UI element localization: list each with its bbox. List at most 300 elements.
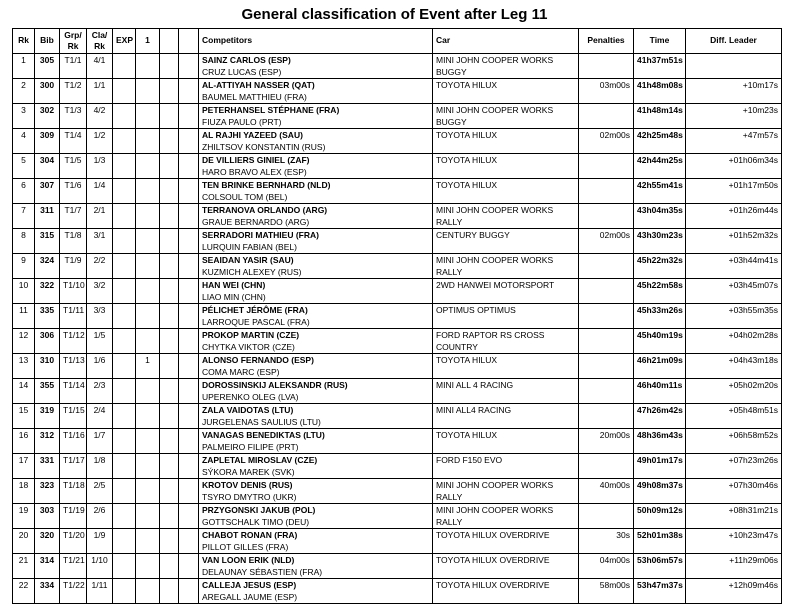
time-cell: 43h30m23s [634, 229, 686, 254]
rank-cell: 4 [13, 129, 35, 154]
group-rank-cell: T1/14 [60, 379, 87, 404]
time-cell: 41h48m14s [634, 104, 686, 129]
col-header-bib: Bib [35, 29, 60, 54]
rank-cell: 6 [13, 179, 35, 204]
diff-leader-cell: +47m57s [686, 129, 782, 154]
table-row [13, 229, 782, 254]
diff-leader-cell: +10h23m47s [686, 529, 782, 554]
col-1-cell [136, 79, 160, 104]
codriver-name: FIUZA PAULO (PRT) [202, 116, 282, 127]
time-cell: 41h37m51s [634, 54, 686, 79]
driver-name: DOROSSINSKIJ ALEKSANDR (RUS) [202, 380, 348, 390]
blank-cell [160, 479, 179, 504]
driver-name: PRZYGONSKI JAKUB (POL) [202, 505, 316, 515]
table-row [13, 529, 782, 554]
diff-leader-cell: +04h02m28s [686, 329, 782, 354]
blank-cell [179, 379, 199, 404]
diff-leader-cell: +10m23s [686, 104, 782, 129]
driver-name: KROTOV DENIS (RUS) [202, 480, 293, 490]
group-rank-cell: T1/4 [60, 129, 87, 154]
car-cell [433, 429, 579, 454]
car-line-1: TOYOTA HILUX OVERDRIVE [436, 530, 550, 540]
penalties-cell [579, 279, 634, 304]
codriver-name: CRUZ LUCAS (ESP) [202, 66, 282, 77]
rank-cell: 12 [13, 329, 35, 354]
table-row [13, 254, 782, 279]
car-line-1: TOYOTA HILUX [436, 155, 498, 165]
time-cell: 53h47m37s [634, 579, 686, 604]
car-line-2: RALLY [436, 516, 463, 527]
penalties-cell: 40m00s [579, 479, 634, 504]
penalties-cell: 58m00s [579, 579, 634, 604]
driver-name: ZAPLETAL MIROSLAV (CZE) [202, 455, 318, 465]
bib-cell: 305 [35, 54, 60, 79]
rank-cell: 16 [13, 429, 35, 454]
time-cell: 42h25m48s [634, 129, 686, 154]
table-row [13, 479, 782, 504]
class-rank-cell: 4/1 [87, 54, 113, 79]
car-line-2: COUNTRY [436, 341, 478, 352]
col-1-cell [136, 154, 160, 179]
diff-leader-cell: +01h06m34s [686, 154, 782, 179]
codriver-name: LARROQUE PASCAL (FRA) [202, 316, 310, 327]
car-line-1: MINI JOHN COOPER WORKS [436, 255, 554, 265]
rank-cell: 13 [13, 354, 35, 379]
blank-cell [179, 254, 199, 279]
bib-cell: 302 [35, 104, 60, 129]
car-line-1: TOYOTA HILUX [436, 130, 498, 140]
exp-cell [113, 154, 136, 179]
blank-cell [179, 429, 199, 454]
blank-cell [160, 354, 179, 379]
penalties-cell: 02m00s [579, 129, 634, 154]
exp-cell [113, 379, 136, 404]
blank-cell [179, 404, 199, 429]
codriver-name: AREGALL JAUME (ESP) [202, 591, 298, 602]
car-cell [433, 154, 579, 179]
competitors-cell [199, 79, 433, 104]
blank-cell [179, 204, 199, 229]
driver-name: PÉLICHET JÉRÔME (FRA) [202, 305, 308, 315]
competitors-cell [199, 554, 433, 579]
group-rank-cell: T1/5 [60, 154, 87, 179]
col-1-cell [136, 279, 160, 304]
col-1-cell [136, 404, 160, 429]
driver-name: ZALA VAIDOTAS (LTU) [202, 405, 294, 415]
class-rank-cell: 1/4 [87, 179, 113, 204]
table-row [13, 429, 782, 454]
penalties-cell [579, 204, 634, 229]
group-rank-cell: T1/21 [60, 554, 87, 579]
diff-leader-cell: +03h55m35s [686, 304, 782, 329]
time-cell: 53h06m57s [634, 554, 686, 579]
rank-cell: 22 [13, 579, 35, 604]
col-1-cell: 1 [136, 354, 160, 379]
penalties-cell: 20m00s [579, 429, 634, 454]
diff-leader-cell: +03h44m41s [686, 254, 782, 279]
col-1-cell [136, 429, 160, 454]
penalties-cell [579, 254, 634, 279]
competitors-cell [199, 329, 433, 354]
competitors-cell [199, 279, 433, 304]
car-cell [433, 254, 579, 279]
driver-name: SEAIDAN YASIR (SAU) [202, 255, 294, 265]
table-row [13, 554, 782, 579]
car-line-1: FORD F150 EVO [436, 455, 503, 465]
bib-cell: 315 [35, 229, 60, 254]
bib-cell: 320 [35, 529, 60, 554]
diff-leader-cell: +04h43m18s [686, 354, 782, 379]
col-header-exp: EXP [113, 29, 136, 54]
diff-leader-cell: +10m17s [686, 79, 782, 104]
bib-cell: 303 [35, 504, 60, 529]
group-rank-cell: T1/6 [60, 179, 87, 204]
col-1-cell [136, 204, 160, 229]
rank-cell: 11 [13, 304, 35, 329]
blank-cell [179, 529, 199, 554]
car-line-2: BUGGY [436, 116, 467, 127]
car-cell [433, 329, 579, 354]
rank-cell: 8 [13, 229, 35, 254]
blank-cell [160, 229, 179, 254]
class-rank-cell: 3/2 [87, 279, 113, 304]
diff-leader-cell: +07h30m46s [686, 479, 782, 504]
car-line-1: TOYOTA HILUX [436, 180, 498, 190]
rank-cell: 19 [13, 504, 35, 529]
competitors-cell [199, 229, 433, 254]
group-rank-cell: T1/17 [60, 454, 87, 479]
car-cell [433, 404, 579, 429]
table-row [13, 279, 782, 304]
penalties-cell [579, 379, 634, 404]
diff-leader-cell: +01h52m32s [686, 229, 782, 254]
exp-cell [113, 79, 136, 104]
group-rank-cell: T1/3 [60, 104, 87, 129]
class-rank-cell: 1/8 [87, 454, 113, 479]
col-1-cell [136, 104, 160, 129]
rank-cell: 14 [13, 379, 35, 404]
blank-cell [179, 179, 199, 204]
diff-leader-cell: +05h02m20s [686, 379, 782, 404]
bib-cell: 307 [35, 179, 60, 204]
class-rank-cell: 1/9 [87, 529, 113, 554]
exp-cell [113, 279, 136, 304]
codriver-name: LIAO MIN (CHN) [202, 291, 266, 302]
car-line-2: RALLY [436, 216, 463, 227]
col-header-grp-rk: Grp/ Rk [60, 29, 87, 54]
competitors-cell [199, 54, 433, 79]
classification-table [12, 28, 782, 604]
car-cell [433, 479, 579, 504]
diff-leader-cell: +05h48m51s [686, 404, 782, 429]
blank-cell [160, 179, 179, 204]
blank-cell [179, 554, 199, 579]
car-line-1: MINI JOHN COOPER WORKS [436, 480, 554, 490]
group-rank-cell: T1/11 [60, 304, 87, 329]
penalties-cell [579, 179, 634, 204]
driver-name: ALONSO FERNANDO (ESP) [202, 355, 314, 365]
driver-name: SERRADORI MATHIEU (FRA) [202, 230, 319, 240]
blank-cell [160, 204, 179, 229]
codriver-name: JURGELENAS SAULIUS (LTU) [202, 416, 321, 427]
group-rank-cell: T1/18 [60, 479, 87, 504]
exp-cell [113, 529, 136, 554]
exp-cell [113, 479, 136, 504]
blank-cell [179, 304, 199, 329]
car-cell [433, 354, 579, 379]
penalties-cell [579, 54, 634, 79]
driver-name: HAN WEI (CHN) [202, 280, 266, 290]
group-rank-cell: T1/12 [60, 329, 87, 354]
driver-name: DE VILLIERS GINIEL (ZAF) [202, 155, 310, 165]
exp-cell [113, 554, 136, 579]
car-line-1: MINI ALL 4 RACING [436, 380, 514, 390]
class-rank-cell: 1/7 [87, 429, 113, 454]
car-cell [433, 554, 579, 579]
car-cell [433, 304, 579, 329]
table-row [13, 54, 782, 79]
codriver-name: PILLOT GILLES (FRA) [202, 541, 289, 552]
penalties-cell: 03m00s [579, 79, 634, 104]
penalties-cell: 30s [579, 529, 634, 554]
competitors-cell [199, 129, 433, 154]
penalties-cell: 04m00s [579, 554, 634, 579]
codriver-name: DELAUNAY SÉBASTIEN (FRA) [202, 566, 323, 577]
table-row [13, 304, 782, 329]
table-row [13, 404, 782, 429]
col-header-rk: Rk [13, 29, 35, 54]
class-rank-cell: 3/3 [87, 304, 113, 329]
bib-cell: 324 [35, 254, 60, 279]
table-row [13, 504, 782, 529]
col-1-cell [136, 254, 160, 279]
col-1-cell [136, 529, 160, 554]
time-cell: 45h40m19s [634, 329, 686, 354]
col-1-cell [136, 479, 160, 504]
blank-cell [179, 154, 199, 179]
codriver-name: ZHILTSOV KONSTANTIN (RUS) [202, 141, 326, 152]
competitors-cell [199, 179, 433, 204]
car-line-2: RALLY [436, 491, 463, 502]
time-cell: 47h26m42s [634, 404, 686, 429]
bib-cell: 311 [35, 204, 60, 229]
col-1-cell [136, 454, 160, 479]
col-1-cell [136, 554, 160, 579]
col-1-cell [136, 54, 160, 79]
car-line-1: MINI ALL4 RACING [436, 405, 512, 415]
table-row [13, 379, 782, 404]
group-rank-cell: T1/8 [60, 229, 87, 254]
car-line-1: 2WD HANWEI MOTORSPORT [436, 280, 555, 290]
diff-leader-cell [686, 54, 782, 79]
col-header-penalties: Penalties [579, 29, 634, 54]
group-rank-cell: T1/1 [60, 54, 87, 79]
codriver-name: BAUMEL MATTHIEU (FRA) [202, 91, 307, 102]
exp-cell [113, 254, 136, 279]
car-cell [433, 454, 579, 479]
table-row [13, 79, 782, 104]
time-cell: 43h04m35s [634, 204, 686, 229]
car-line-1: TOYOTA HILUX [436, 430, 498, 440]
col-header-diff-leader: Diff. Leader [686, 29, 782, 54]
class-rank-cell: 1/3 [87, 154, 113, 179]
class-rank-cell: 2/3 [87, 379, 113, 404]
col-1-cell [136, 129, 160, 154]
driver-name: AL-ATTIYAH NASSER (QAT) [202, 80, 315, 90]
bib-cell: 314 [35, 554, 60, 579]
exp-cell [113, 504, 136, 529]
group-rank-cell: T1/19 [60, 504, 87, 529]
car-cell [433, 79, 579, 104]
col-1-cell [136, 329, 160, 354]
class-rank-cell: 1/10 [87, 554, 113, 579]
time-cell: 49h08m37s [634, 479, 686, 504]
blank-cell [160, 329, 179, 354]
group-rank-cell: T1/2 [60, 79, 87, 104]
col-1-cell [136, 304, 160, 329]
competitors-cell [199, 204, 433, 229]
competitors-cell [199, 154, 433, 179]
blank-cell [160, 554, 179, 579]
car-line-2: BUGGY [436, 66, 467, 77]
bib-cell: 310 [35, 354, 60, 379]
exp-cell [113, 179, 136, 204]
rank-cell: 9 [13, 254, 35, 279]
rank-cell: 20 [13, 529, 35, 554]
codriver-name: COMA MARC (ESP) [202, 366, 280, 377]
codriver-name: HARO BRAVO ALEX (ESP) [202, 166, 307, 177]
table-row [13, 154, 782, 179]
col-header-car: Car [433, 29, 579, 54]
competitors-cell [199, 429, 433, 454]
class-rank-cell: 1/5 [87, 329, 113, 354]
codriver-name: PALMEIRO FILIPE (PRT) [202, 441, 299, 452]
time-cell: 42h55m41s [634, 179, 686, 204]
car-cell [433, 204, 579, 229]
car-line-1: TOYOTA HILUX [436, 80, 498, 90]
competitors-cell [199, 504, 433, 529]
group-rank-cell: T1/13 [60, 354, 87, 379]
time-cell: 46h21m09s [634, 354, 686, 379]
bib-cell: 304 [35, 154, 60, 179]
blank-cell [160, 304, 179, 329]
blank-cell [179, 504, 199, 529]
table-row [13, 104, 782, 129]
driver-name: PETERHANSEL STÉPHANE (FRA) [202, 105, 340, 115]
car-cell [433, 579, 579, 604]
competitors-cell [199, 379, 433, 404]
col-header-blank-2 [179, 29, 199, 54]
rank-cell: 2 [13, 79, 35, 104]
exp-cell [113, 329, 136, 354]
rank-cell: 3 [13, 104, 35, 129]
exp-cell [113, 579, 136, 604]
codriver-name: TSYRO DMYTRO (UKR) [202, 491, 297, 502]
car-cell [433, 279, 579, 304]
blank-cell [160, 254, 179, 279]
bib-cell: 312 [35, 429, 60, 454]
time-cell: 52h01m38s [634, 529, 686, 554]
driver-name: AL RAJHI YAZEED (SAU) [202, 130, 303, 140]
header-row [13, 29, 782, 54]
car-cell [433, 179, 579, 204]
car-cell [433, 54, 579, 79]
driver-name: TEN BRINKE BERNHARD (NLD) [202, 180, 331, 190]
bib-cell: 331 [35, 454, 60, 479]
col-1-cell [136, 579, 160, 604]
car-line-1: MINI JOHN COOPER WORKS [436, 55, 554, 65]
bib-cell: 355 [35, 379, 60, 404]
codriver-name: COLSOUL TOM (BEL) [202, 191, 288, 202]
class-rank-cell: 1/6 [87, 354, 113, 379]
blank-cell [179, 104, 199, 129]
table-row [13, 329, 782, 354]
blank-cell [160, 429, 179, 454]
car-cell [433, 104, 579, 129]
penalties-cell [579, 304, 634, 329]
rank-cell: 1 [13, 54, 35, 79]
driver-name: SAINZ CARLOS (ESP) [202, 55, 291, 65]
car-line-1: CENTURY BUGGY [436, 230, 510, 240]
blank-cell [160, 529, 179, 554]
rank-cell: 7 [13, 204, 35, 229]
rank-cell: 17 [13, 454, 35, 479]
exp-cell [113, 204, 136, 229]
blank-cell [179, 54, 199, 79]
group-rank-cell: T1/15 [60, 404, 87, 429]
rank-cell: 18 [13, 479, 35, 504]
bib-cell: 334 [35, 579, 60, 604]
diff-leader-cell: +03h45m07s [686, 279, 782, 304]
blank-cell [179, 279, 199, 304]
codriver-name: LURQUIN FABIAN (BEL) [202, 241, 297, 252]
penalties-cell [579, 354, 634, 379]
rank-cell: 10 [13, 279, 35, 304]
penalties-cell [579, 104, 634, 129]
col-header-competitors: Competitors [199, 29, 433, 54]
diff-leader-cell: +01h17m50s [686, 179, 782, 204]
blank-cell [160, 504, 179, 529]
competitors-cell [199, 529, 433, 554]
competitors-cell [199, 404, 433, 429]
bib-cell: 309 [35, 129, 60, 154]
time-cell: 49h01m17s [634, 454, 686, 479]
car-cell [433, 129, 579, 154]
class-rank-cell: 2/5 [87, 479, 113, 504]
class-rank-cell: 2/4 [87, 404, 113, 429]
group-rank-cell: T1/9 [60, 254, 87, 279]
competitors-cell [199, 304, 433, 329]
time-cell: 46h40m11s [634, 379, 686, 404]
car-cell [433, 229, 579, 254]
table-row [13, 129, 782, 154]
exp-cell [113, 404, 136, 429]
blank-cell [160, 279, 179, 304]
competitors-cell [199, 454, 433, 479]
car-line-1: MINI JOHN COOPER WORKS [436, 505, 554, 515]
driver-name: VANAGAS BENEDIKTAS (LTU) [202, 430, 325, 440]
driver-name: TERRANOVA ORLANDO (ARG) [202, 205, 328, 215]
competitors-cell [199, 354, 433, 379]
bib-cell: 323 [35, 479, 60, 504]
rank-cell: 21 [13, 554, 35, 579]
blank-cell [179, 79, 199, 104]
class-rank-cell: 2/6 [87, 504, 113, 529]
car-line-1: FORD RAPTOR RS CROSS [436, 330, 545, 340]
group-rank-cell: T1/20 [60, 529, 87, 554]
group-rank-cell: T1/22 [60, 579, 87, 604]
driver-name: CHABOT RONAN (FRA) [202, 530, 298, 540]
